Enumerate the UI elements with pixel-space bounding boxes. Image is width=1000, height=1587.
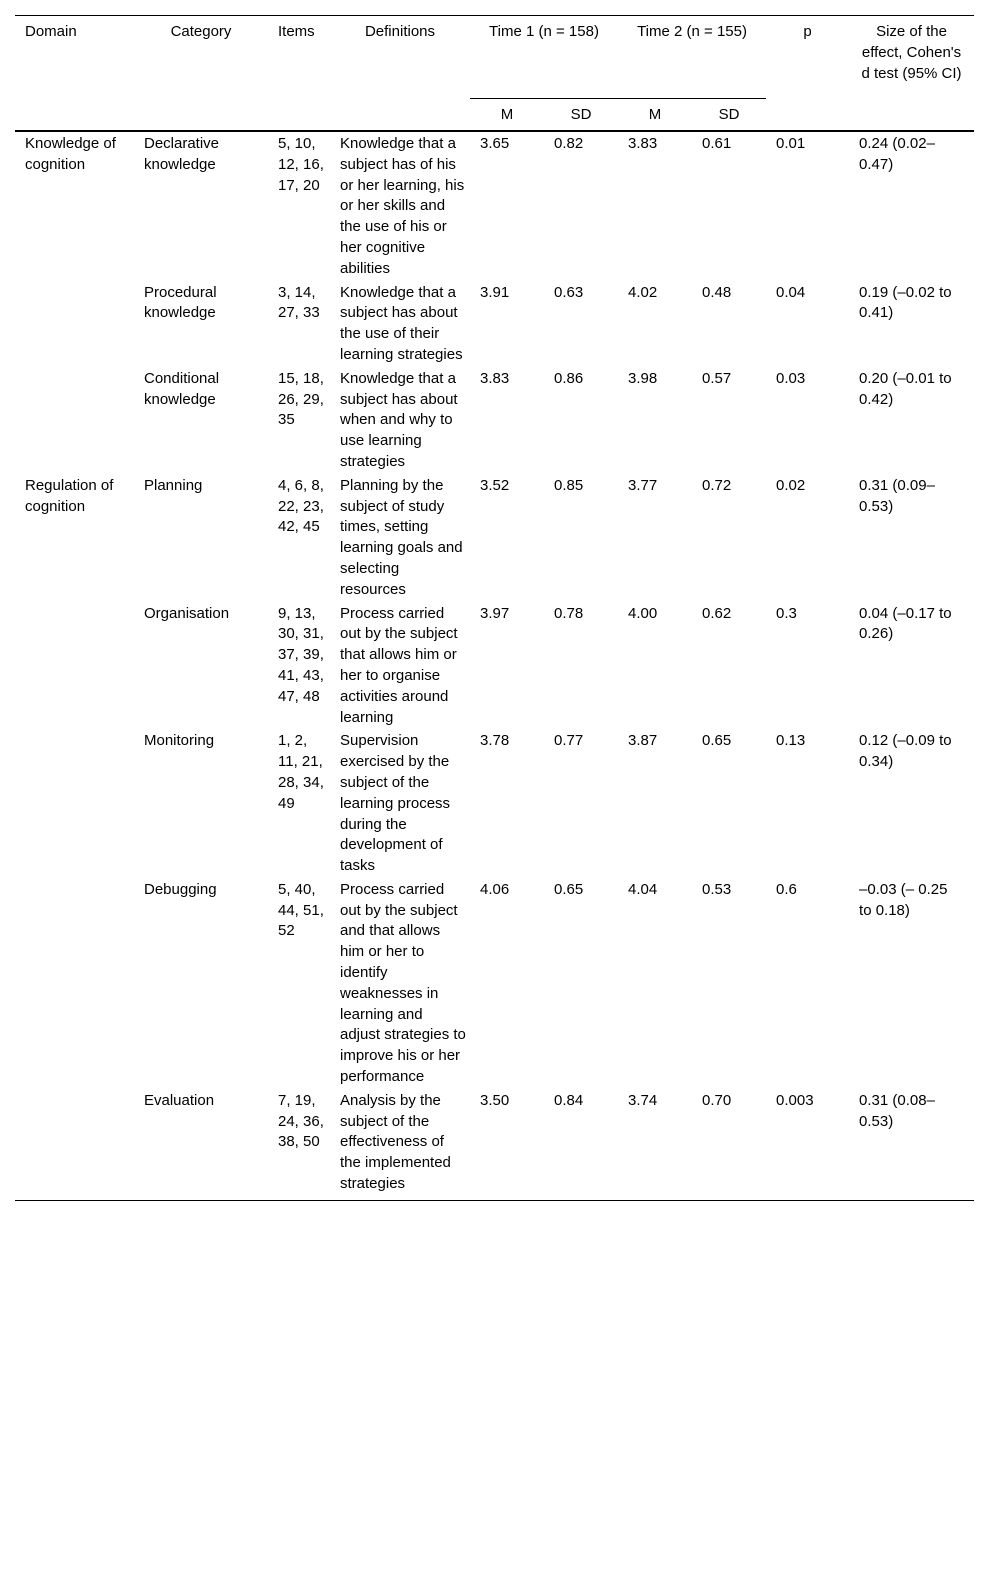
cell-items: 15, 18, 26, 29, 35 [278,369,324,429]
cell-p-value: 0.02 [776,476,806,494]
cell-items: 9, 13, 30, 31, 37, 39, 41, 43, 47, 48 [278,604,324,705]
table-row [15,878,974,1089]
cell-items: 1, 2, 11, 21, 28, 34, 49 [278,732,324,812]
cell-effect-size: 0.31 (0.08–0.53) [849,1089,974,1200]
cell-category: Conditional knowledge [144,369,220,408]
cell-time1-sd: 0.65 [554,880,584,898]
cell-time1-mean: 3.83 [480,369,510,387]
table-body [15,131,974,1200]
cell-definition: Analysis by the subject of the effectiveness of the implemented strategies [330,1089,470,1200]
cell-items: 7, 19, 24, 36, 38, 50 [268,1089,330,1200]
cell-category: Declarative knowledge [144,135,220,173]
header-definitions: Definitions [330,16,470,132]
cell-time1-mean: 4.06 [480,880,510,898]
cell-category: Evaluation [134,1089,268,1200]
cell-time2-mean: 3.98 [628,369,658,387]
cell-items: 5, 40, 44, 51, 52 [278,880,324,940]
cell-time2-mean: 3.77 [628,476,658,494]
cell-items: 3, 14, 27, 33 [278,283,320,322]
cell-items: 5, 10, 12, 16, 17, 20 [278,135,324,194]
header-effect-size: Size of the effect, Cohen's d test (95% CI) [849,16,974,132]
cell-category: Organisation [144,604,230,622]
cell-time1-mean: 3.97 [480,604,510,622]
table-row [15,602,974,730]
cell-time2-mean: 3.83 [628,135,658,152]
cell-definition: Planning by the subject of study times, setting learning goals and selecting resources [340,476,463,598]
cell-time2-mean: 3.74 [618,1089,692,1200]
cell-time1-mean: 3.52 [480,476,510,494]
table-row [15,367,974,474]
header-domain: Domain [15,16,134,132]
cell-domain: Knowledge of cognition [25,135,116,173]
cell-p-value: 0.13 [776,732,806,750]
cell-effect-size: 0.20 (–0.01 to 0.42) [859,369,952,408]
cell-time1-sd: 0.82 [554,135,584,152]
cell-p-value: 0.6 [776,880,797,898]
cell-items: 4, 6, 8, 22, 23, 42, 45 [278,476,324,536]
cell-effect-size: –0.03 (– 0.25 to 0.18) [859,880,948,919]
cell-time2-mean: 4.04 [628,880,658,898]
cell-definition: Process carried out by the subject and that allows him or her to identify weaknesses in learning and adjust strategies to improve his or her performance [340,880,466,1086]
cell-category: Debugging [144,880,217,898]
table-row [15,131,974,281]
cell-time1-mean: 3.78 [480,732,510,750]
header-time2-sd: SD [692,99,766,132]
cell-time1-mean: 3.91 [480,283,510,301]
cell-time2-sd: 0.61 [702,135,732,152]
cell-time2-mean: 4.00 [628,604,658,622]
cell-category: Planning [144,476,203,494]
cell-domain: Regulation of cognition [25,476,114,515]
cell-domain [15,1089,134,1200]
cell-time2-sd: 0.65 [702,732,732,750]
cell-domain [15,367,134,474]
cell-effect-size: 0.12 (–0.09 to 0.34) [859,732,952,771]
cell-domain [15,878,134,1089]
cell-time1-sd: 0.63 [554,283,584,301]
header-category: Category [134,16,268,132]
header-time1: Time 1 (n = 158) [470,16,618,99]
header-items: Items [268,16,330,132]
header-time2: Time 2 (n = 155) [618,16,766,99]
table-row [15,1089,974,1200]
cell-category: Procedural knowledge [144,283,217,322]
cell-time1-sd: 0.85 [554,476,584,494]
header-time2-mean: M [618,99,692,132]
cell-time2-sd: 0.72 [702,476,732,494]
cell-time1-sd: 0.77 [554,732,584,750]
cell-time2-sd: 0.57 [702,369,732,387]
cell-p-value: 0.003 [766,1089,849,1200]
header-time1-sd: SD [544,99,618,132]
cell-time2-mean: 3.87 [628,732,658,750]
cell-definition: Process carried out by the subject that allows him or her to organise activities around learning [340,604,458,726]
cell-effect-size: 0.19 (–0.02 to 0.41) [859,283,952,322]
cell-time2-sd: 0.48 [702,283,732,301]
cell-domain [15,602,134,730]
cell-time1-sd: 0.78 [554,604,584,622]
cell-time1-mean: 3.50 [470,1089,544,1200]
cell-effect-size: 0.31 (0.09–0.53) [859,476,935,515]
cell-time1-mean: 3.65 [480,135,510,152]
cell-p-value: 0.3 [776,604,797,622]
metacognition-table-container [15,15,974,1201]
cell-definition: Supervision exercised by the subject of the learning process during the development of tasks [340,732,451,875]
table-row [15,281,974,367]
cell-time2-sd: 0.70 [692,1089,766,1200]
cell-definition: Knowledge that a subject has of his or her learning, his or her skills and the use of his or her cognitive abilities [340,135,465,277]
cell-effect-size: 0.24 (0.02–0.47) [859,135,935,173]
header-time1-mean: M [470,99,544,132]
table-row [15,729,974,878]
table-header [15,16,974,132]
cell-domain [15,729,134,878]
table-row [15,474,974,602]
cell-definition: Knowledge that a subject has about when and why to use learning strategies [340,369,458,470]
cell-p-value: 0.03 [776,369,806,387]
cell-time2-mean: 4.02 [628,283,658,301]
cell-time1-sd: 0.84 [544,1089,618,1200]
cell-time2-sd: 0.62 [702,604,732,622]
cell-time1-sd: 0.86 [554,369,584,387]
cell-domain [15,281,134,367]
metacognition-results-table [15,15,974,1201]
cell-category: Monitoring [144,732,215,750]
cell-effect-size: 0.04 (–0.17 to 0.26) [859,604,952,643]
cell-time2-sd: 0.53 [702,880,732,898]
cell-definition: Knowledge that a subject has about the use of their learning strategies [340,283,463,363]
cell-p-value: 0.04 [776,283,806,301]
cell-p-value: 0.01 [776,135,806,152]
header-p: p [766,16,849,132]
